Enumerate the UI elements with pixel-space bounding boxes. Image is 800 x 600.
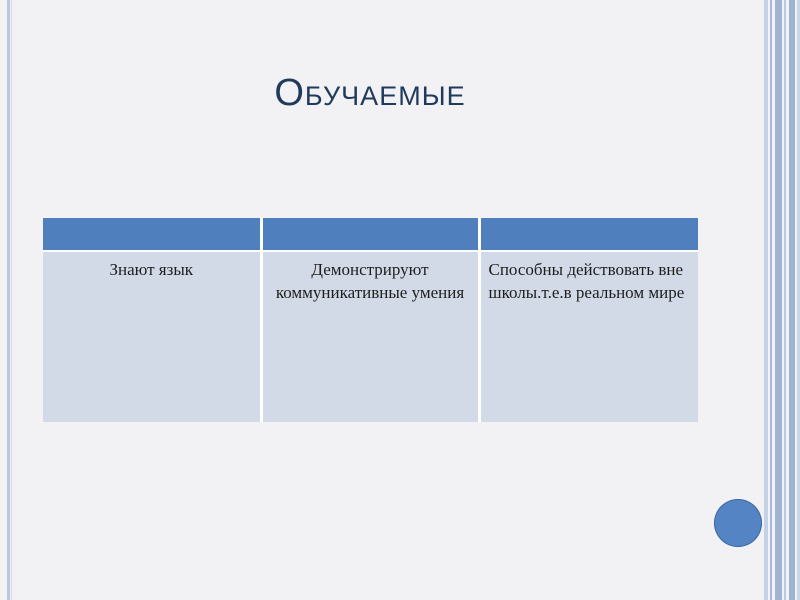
- table-cell-real-world: Способны действовать вне школы.т.е.в реальном мире: [479, 251, 698, 422]
- table-header-cell: [261, 218, 479, 251]
- content-table: [43, 218, 698, 422]
- table-cell-know-language: Знают язык: [43, 251, 261, 422]
- decorative-circle: [714, 499, 762, 547]
- slide-title: Обучаемые: [274, 72, 466, 114]
- table-cell-communication-skills: Демонстрируют коммуникативные умения: [261, 251, 479, 422]
- decorative-stripe: [784, 0, 786, 600]
- table-header-cell: [479, 218, 698, 251]
- table-header-row: [43, 218, 698, 251]
- decorative-stripe: [775, 0, 782, 600]
- decorative-stripe: [789, 0, 795, 600]
- decorative-stripe: [770, 0, 772, 600]
- decorative-stripe: [764, 0, 768, 600]
- table-header-cell: [43, 218, 261, 251]
- table-row: [43, 251, 698, 422]
